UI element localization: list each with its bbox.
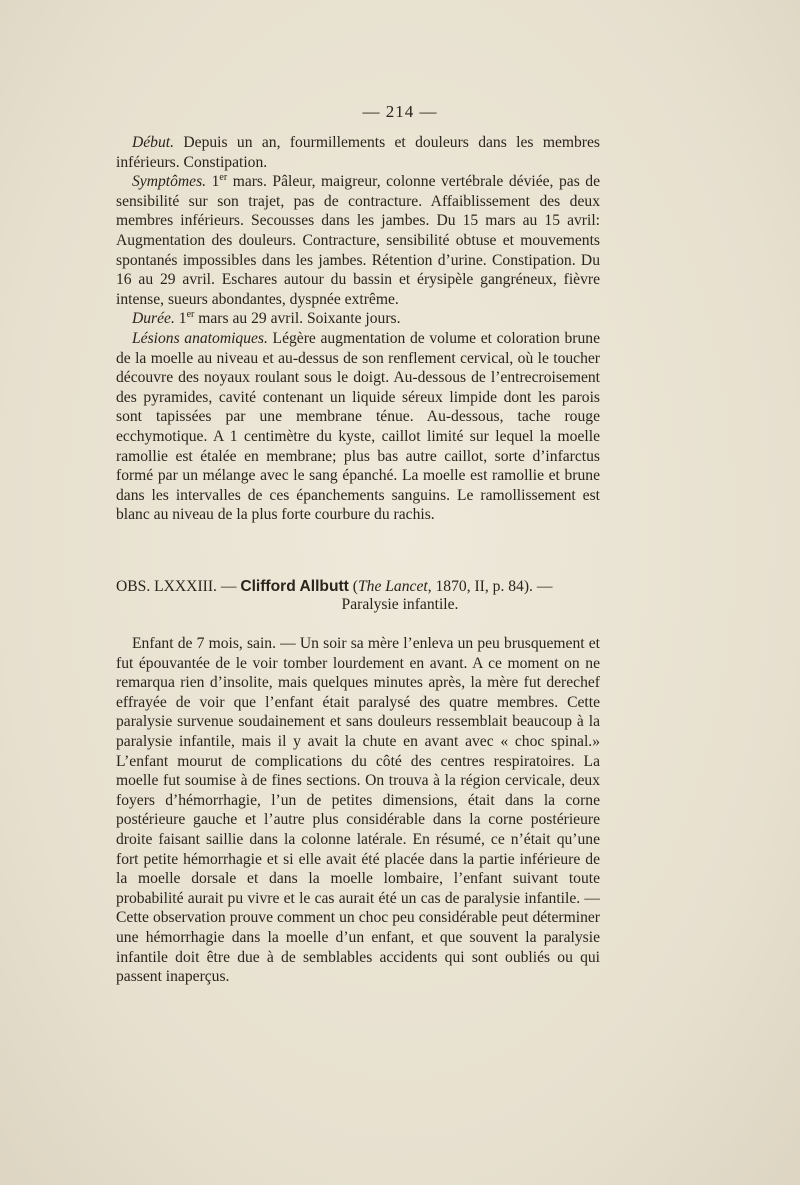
duree-label: Durée.	[132, 310, 175, 328]
symptomes-text: mars. Pâleur, maigreur, colonne vertébrale déviée, pas de sensibilité sur son trajet, pas de contracture. Affaiblissement des deux membres inférieurs. Secousses dans les jambes. Du 15 mars au 15 avril: Augmentation des douleurs. Contracture, sensibilité obtuse et mouvements spontanés impossibles dans les jambes. Rétention d’urine. Constipation. Du 16 au 29 avril. Eschares autour du bassin et érysipèle gangréneux, fièvre intense, sueurs abondantes, dyspnée extrême.	[116, 173, 600, 308]
lesions-text: Légère augmentation de volume et coloration brune de la moelle au niveau et au-dessus de son renflement cervical, où le toucher découvre des noyaux roulant sous le doigt. Au-dessous de l’entrecroisement des pyramides, cavité contenant un liquide séreux limpide dont les parois sont tapissées par une membrane ténue. Au-dessous, tache rouge ecchymotique. A 1 centimètre du kyste, caillot limité sur lequel la moelle ramollie est étalée en membrane; plus bas autre caillot, sorte d’infarctus formé par un mélange avec le sang épanché. La moelle est ramollie et brune dans les intervalles de ces épanchements sanguins. Le ramollissement est blanc au niveau de la plus forte courbure du rachis.	[116, 329, 601, 524]
case-description	[116, 133, 600, 525]
duree-date-sup: er	[186, 309, 195, 321]
symptomes-date-sup: er	[219, 172, 228, 183]
debut-paragraph	[116, 133, 600, 172]
duree-paragraph	[116, 309, 600, 329]
observation-body	[116, 634, 600, 987]
page-number: — 214 —	[362, 102, 438, 121]
observation-journal: The Lancet	[357, 578, 428, 595]
observation-heading	[116, 577, 600, 597]
observation-subtitle: Paralysie infantile.	[341, 596, 459, 613]
duree-date: 1	[174, 310, 187, 328]
symptomes-paragraph	[116, 172, 600, 309]
observation-source-open: (	[348, 578, 358, 595]
observation-paragraph: Enfant de 7 mois, sain. — Un soir sa mère l’enleva un peu brusquement et fut épouvantée de le voir tomber lourdement en avant. A ce moment on ne remarqua rien d’insolite, mais quelques minutes après, la mère fut derechef effrayée de voir que l’enfant était paralysé des quatre membres. Cette paralysie survenue soudainement et sans douleurs ressemblait beaucoup à la paralysie infantile, mais il y avait la chute en avant avec « choc spinal.» L’enfant mourut de complications du côté des centres respiratoires. La moelle fut soumise à de fines sections. On trouva à la région cervicale, deux foyers d’hémorrhagie, l’un de petites dimensions, était dans la corne postérieure gauche et l’autre plus considérable dans la corne postérieure droite faisant saillie dans la colonne latérale. En résumé, ce n’était qu’une fort petite hémorrhagie et si elle avait été placée dans la partie inférieure de la moelle dorsale et dans la moelle lombaire, l’enfant suivant toute probabilité aurait pu vivre et le cas aurait été un cas de paralysie infantile. — Cette observation prouve comment un choc peu considérable peut déterminer une hémorrhagie dans la moelle d’un enfant, et que souvent la paralysie infantile doit être due à de semblables accidents qui sont oubliés ou qui passent inaperçus.	[116, 635, 600, 986]
observation-source-rest: , 1870, II, p. 84). —	[427, 578, 553, 595]
symptomes-label: Symptômes.	[132, 173, 207, 191]
lesions-paragraph	[116, 329, 600, 525]
observation-number: OBS. LXXXIII. —	[116, 578, 241, 595]
symptomes-date: 1	[211, 173, 220, 191]
duree-text: mars au 29 avril. Soixante jours.	[194, 310, 401, 328]
debut-label: Début.	[132, 134, 175, 151]
lesions-label: Lésions anatomiques.	[132, 329, 268, 347]
debut-text: Depuis un an, fourmillements et douleurs dans les membres inférieurs. Constipation.	[116, 134, 600, 171]
observation-author: Clifford Allbutt	[240, 578, 349, 595]
